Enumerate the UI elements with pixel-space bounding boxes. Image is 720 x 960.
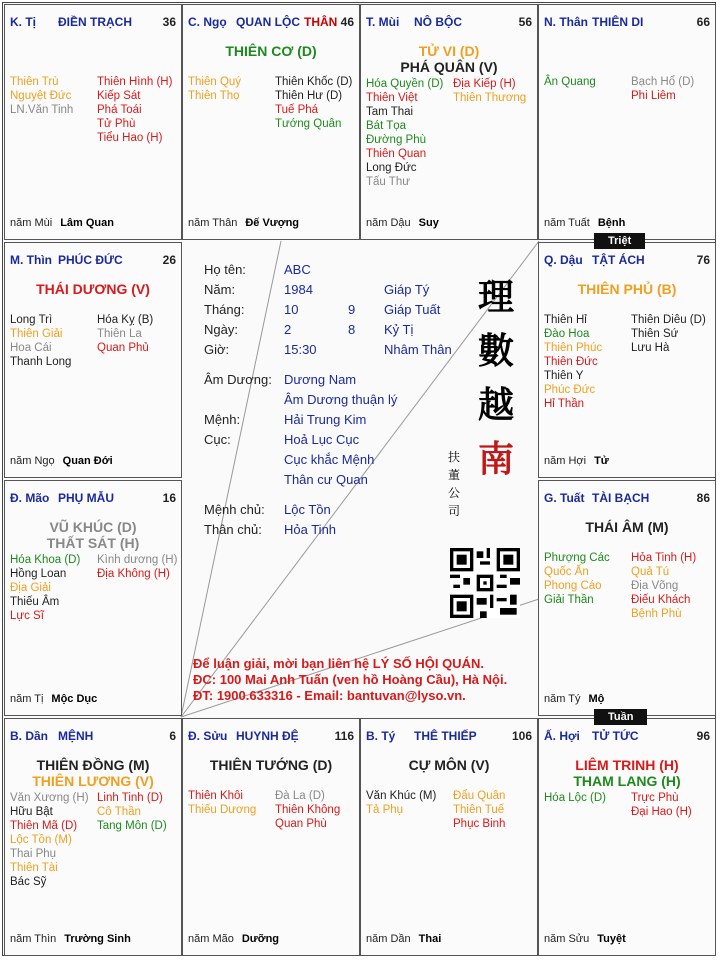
minor-star: Tiểu Hao (H) bbox=[97, 132, 163, 144]
palace-name-text: TỬ TỨC bbox=[592, 729, 639, 743]
palace-header bbox=[544, 491, 710, 507]
info-menhchu: Lộc Tồn bbox=[284, 502, 331, 517]
palace-branch: Đ. Sửu bbox=[188, 729, 228, 743]
info-month-label: Tháng: bbox=[204, 302, 245, 317]
minor-star: Hoa Cái bbox=[10, 342, 52, 354]
minor-star: Trực Phù bbox=[631, 792, 679, 804]
palace-name-text: THÊ THIẾP bbox=[414, 729, 477, 743]
major-stars bbox=[539, 281, 715, 297]
minor-star: Thiên Tài bbox=[10, 862, 58, 874]
seal-char-3: 越 bbox=[477, 384, 514, 426]
minor-star: Tang Môn (D) bbox=[97, 820, 167, 832]
minor-star: Thiên Thọ bbox=[188, 90, 240, 102]
minor-stars-left bbox=[366, 77, 443, 189]
minor-stars-right bbox=[453, 77, 526, 105]
minor-star: Thiếu Dương bbox=[188, 804, 257, 816]
minor-star: Ân Quang bbox=[544, 76, 596, 88]
major-star: THẤT SÁT (H) bbox=[46, 535, 140, 551]
minor-star: Văn Xương (H) bbox=[10, 792, 89, 804]
minor-star: Thiên Diêu (D) bbox=[631, 314, 706, 326]
minor-star: Lộc Tồn (M) bbox=[10, 834, 72, 846]
palace-year: năm Ngọ bbox=[10, 455, 55, 467]
minor-star: Địa Không (H) bbox=[97, 568, 170, 580]
minor-star: Địa Giải bbox=[10, 582, 51, 594]
minor-star: Thiên Hư (D) bbox=[275, 90, 343, 102]
palace-footer bbox=[366, 933, 532, 945]
info-thanchu-label: Thân chủ: bbox=[204, 522, 262, 537]
minor-star: Long Đức bbox=[366, 162, 417, 174]
minor-star: Phá Toái bbox=[97, 104, 142, 116]
info-day-label: Ngày: bbox=[204, 322, 238, 337]
minor-stars-right bbox=[631, 75, 694, 103]
info-year-can: Giáp Tý bbox=[384, 282, 430, 297]
palace-age: 6 bbox=[169, 729, 176, 743]
minor-star: Hóa Khoa (D) bbox=[10, 554, 81, 566]
palace-status: Tuyệt bbox=[597, 933, 626, 945]
minor-star: Thiên Khôi bbox=[188, 790, 243, 802]
palace-branch: G. Tuất bbox=[544, 491, 585, 505]
palace-header bbox=[366, 15, 532, 31]
minor-star: Hỉ Thần bbox=[544, 398, 585, 410]
palace-footer bbox=[10, 693, 176, 705]
palace-cell-p1 bbox=[4, 4, 182, 240]
minor-star: Bát Tọa bbox=[366, 120, 407, 132]
palace-cell-p11 bbox=[360, 718, 538, 956]
palace-footer bbox=[544, 693, 710, 705]
minor-star: Tam Thai bbox=[366, 106, 414, 118]
minor-stars-right bbox=[97, 553, 177, 581]
major-star: PHÁ QUÂN (V) bbox=[400, 59, 498, 75]
info-year-label: Năm: bbox=[204, 282, 236, 297]
palace-cell-p2 bbox=[182, 4, 360, 240]
palace-name bbox=[236, 729, 299, 743]
info-name: ABC bbox=[284, 262, 311, 277]
minor-star: Thiên Hình (H) bbox=[97, 76, 173, 88]
minor-star: Quan Phủ bbox=[97, 342, 149, 354]
palace-cell-p12 bbox=[538, 718, 716, 956]
palace-name bbox=[592, 253, 645, 267]
minor-stars-left bbox=[10, 75, 73, 117]
major-star: THIÊN TƯỚNG (D) bbox=[209, 757, 333, 773]
minor-stars-left bbox=[544, 551, 610, 607]
palace-branch: Đ. Mão bbox=[10, 491, 50, 505]
palace-age: 46 bbox=[340, 15, 354, 29]
palace-status: Mộc Dục bbox=[51, 693, 98, 705]
palace-name bbox=[592, 729, 639, 743]
palace-name bbox=[414, 729, 477, 743]
palace-status: Trường Sinh bbox=[64, 933, 131, 945]
minor-star: Văn Khúc (M) bbox=[366, 790, 437, 802]
palace-age: 116 bbox=[334, 729, 354, 743]
palace-header bbox=[544, 15, 710, 31]
info-amduong-label: Âm Dương: bbox=[204, 372, 272, 387]
minor-star: Linh Tinh (D) bbox=[97, 792, 163, 804]
minor-star: Thiên Đức bbox=[544, 356, 598, 368]
minor-star: Tấu Thư bbox=[366, 176, 410, 188]
palace-name-text: TÀI BẠCH bbox=[592, 491, 650, 505]
palace-footer bbox=[188, 933, 354, 945]
minor-star: Đào Hoa bbox=[544, 328, 590, 340]
palace-name bbox=[592, 491, 649, 505]
minor-star: Kiếp Sát bbox=[97, 90, 141, 102]
palace-age: 76 bbox=[696, 253, 710, 267]
minor-stars-right bbox=[453, 789, 505, 831]
palace-header bbox=[188, 15, 354, 31]
palace-name-text: PHÚC ĐỨC bbox=[58, 253, 123, 267]
minor-star: Nguyệt Đức bbox=[10, 90, 72, 102]
minor-star: Điếu Khách bbox=[631, 594, 691, 606]
info-day-can: Kỷ Tị bbox=[384, 322, 414, 337]
major-star: THIÊN CƠ (D) bbox=[225, 43, 317, 59]
palace-age: 16 bbox=[162, 491, 176, 505]
palace-status: Tử bbox=[594, 455, 609, 467]
info-thanchu: Hỏa Tinh bbox=[284, 522, 337, 537]
info-amduong2: Âm Dương thuận lý bbox=[284, 392, 398, 407]
major-stars bbox=[539, 757, 715, 789]
palace-header bbox=[544, 253, 710, 269]
info-hour-label: Giờ: bbox=[204, 342, 230, 357]
palace-branch: N. Thân bbox=[544, 15, 588, 29]
minor-stars-right bbox=[275, 789, 340, 831]
minor-star: Hồng Loan bbox=[10, 568, 67, 580]
palace-status: Suy bbox=[418, 217, 439, 229]
info-menh: Hải Trung Kim bbox=[284, 412, 367, 427]
minor-star: Phi Liêm bbox=[631, 90, 676, 102]
minor-star: Thiên Hỉ bbox=[544, 314, 587, 326]
palace-branch: C. Ngọ bbox=[188, 15, 227, 29]
palace-year: năm Sửu bbox=[544, 933, 590, 945]
minor-star: Lưu Hà bbox=[631, 342, 670, 354]
palace-name bbox=[58, 491, 114, 505]
minor-star: Phúc Đức bbox=[544, 384, 596, 396]
minor-star: Quả Tú bbox=[631, 566, 670, 578]
palace-branch: Q. Dậu bbox=[544, 253, 583, 267]
palace-header bbox=[544, 729, 710, 745]
seal-char-4: 南 bbox=[477, 438, 514, 480]
major-stars bbox=[5, 519, 181, 551]
major-stars bbox=[361, 757, 537, 773]
minor-star: Thiên Phúc bbox=[544, 342, 603, 354]
palace-year: năm Tý bbox=[544, 693, 581, 705]
palace-year: năm Hợi bbox=[544, 455, 587, 467]
minor-stars-left bbox=[544, 313, 602, 411]
minor-stars-right bbox=[97, 313, 153, 355]
minor-stars-right bbox=[631, 551, 696, 621]
palace-name-text: MỆNH bbox=[58, 729, 94, 743]
major-star: THIÊN PHỦ (B) bbox=[577, 281, 677, 297]
palace-cell-p5 bbox=[4, 242, 182, 478]
major-stars bbox=[5, 757, 181, 789]
minor-stars-right bbox=[631, 791, 692, 819]
minor-star: Thiên Không bbox=[275, 804, 341, 816]
minor-stars-left bbox=[10, 313, 71, 369]
palace-name-text: QUAN LỘC bbox=[236, 15, 300, 29]
info-hour: 15:30 bbox=[284, 342, 317, 357]
palace-cell-p9 bbox=[4, 718, 182, 956]
minor-star: Hóa Kỵ (B) bbox=[97, 314, 154, 326]
palace-branch: Ấ. Hợi bbox=[544, 729, 580, 743]
major-stars bbox=[183, 43, 359, 59]
major-star: THIÊN ĐỒNG (M) bbox=[36, 757, 150, 773]
minor-star: Thiên Giải bbox=[10, 328, 63, 340]
palace-footer bbox=[544, 933, 710, 945]
minor-star: Thiên Mã (D) bbox=[10, 820, 78, 832]
major-star: THAM LANG (H) bbox=[573, 773, 681, 789]
palace-year: năm Thìn bbox=[10, 933, 57, 945]
minor-star: Thanh Long bbox=[10, 356, 72, 368]
palace-cell-p8 bbox=[538, 480, 716, 716]
minor-star: Quan Phù bbox=[275, 818, 327, 830]
minor-star: Giải Thần bbox=[544, 594, 594, 606]
palace-year: năm Dần bbox=[366, 933, 411, 945]
minor-star: Bạch Hổ (D) bbox=[631, 76, 695, 88]
palace-cell-p4 bbox=[538, 4, 716, 240]
palace-status: Dưỡng bbox=[241, 933, 280, 945]
palace-name-text: NÔ BỘC bbox=[414, 15, 462, 29]
palace-age: 86 bbox=[696, 491, 710, 505]
palace-name bbox=[58, 15, 132, 29]
calligraphy-seal bbox=[466, 270, 526, 486]
minor-star: Thiên Y bbox=[544, 370, 584, 382]
palace-year: năm Mùi bbox=[10, 217, 53, 229]
info-day: 2 bbox=[284, 322, 292, 337]
minor-star: Bác Sỹ bbox=[10, 876, 47, 888]
palace-header bbox=[10, 729, 176, 745]
minor-star: Địa Võng bbox=[631, 580, 679, 592]
major-stars bbox=[539, 519, 715, 535]
minor-star: Thiên Sứ bbox=[631, 328, 679, 340]
palace-header bbox=[188, 729, 354, 745]
minor-stars-left bbox=[188, 789, 256, 817]
minor-star: Hóa Quyền (D) bbox=[366, 78, 444, 90]
info-day-lunar: 8 bbox=[348, 322, 356, 337]
palace-age: 56 bbox=[518, 15, 532, 29]
palace-cell-p7 bbox=[4, 480, 182, 716]
palace-name-text: HUYNH ĐỆ bbox=[236, 729, 299, 743]
palace-branch: B. Dần bbox=[10, 729, 49, 743]
minor-stars-right bbox=[97, 75, 172, 145]
info-cuc-label: Cục: bbox=[204, 432, 231, 447]
palace-name bbox=[236, 15, 337, 29]
minor-star: Hỏa Tinh (H) bbox=[631, 552, 697, 564]
seal-char-2: 數 bbox=[477, 330, 514, 372]
major-star: THÁI ÂM (M) bbox=[585, 519, 669, 535]
minor-star: Đẩu Quân bbox=[453, 790, 506, 802]
minor-star: Thiên Quý bbox=[188, 76, 242, 88]
contact-line-1: Để luận giải, mời bạn liên hệ LÝ SỐ HỘI QUÁN. bbox=[193, 656, 484, 671]
palace-age: 66 bbox=[696, 15, 710, 29]
palace-branch: B. Tý bbox=[366, 729, 396, 743]
major-stars bbox=[361, 43, 537, 75]
minor-stars-left bbox=[10, 791, 89, 889]
info-month: 10 bbox=[284, 302, 299, 317]
major-star: TỬ VI (D) bbox=[418, 43, 480, 59]
info-menhchu-label: Mệnh chủ: bbox=[204, 502, 265, 517]
palace-age: 106 bbox=[511, 729, 532, 743]
palace-age: 26 bbox=[162, 253, 176, 267]
minor-star: Bệnh Phù bbox=[631, 608, 682, 620]
palace-age: 96 bbox=[696, 729, 710, 743]
major-stars bbox=[183, 757, 359, 773]
major-stars bbox=[5, 281, 181, 297]
palace-footer bbox=[544, 217, 710, 229]
minor-star: Quốc Ấn bbox=[544, 566, 589, 578]
minor-star: Tuế Phá bbox=[275, 104, 319, 116]
minor-star: Thiên Tuế bbox=[453, 804, 505, 816]
minor-star: Phong Cáo bbox=[544, 580, 602, 592]
minor-star: Thiên La bbox=[97, 328, 142, 340]
palace-name-text: PHỤ MẪU bbox=[58, 491, 114, 505]
tuan-tag: Tuần bbox=[594, 709, 647, 725]
major-star: THÁI DƯƠNG (V) bbox=[36, 281, 150, 297]
palace-status: Quan Đới bbox=[62, 455, 113, 467]
palace-name-text: TẬT ÁCH bbox=[592, 253, 645, 267]
triet-tag: Triệt bbox=[594, 233, 645, 249]
palace-header bbox=[10, 491, 176, 507]
info-year: 1984 bbox=[284, 282, 313, 297]
palace-branch: M. Thìn bbox=[10, 253, 52, 267]
contact-line-2: ĐC: 100 Mai Anh Tuấn (ven hồ Hoàng Cầu), Hà Nội. bbox=[193, 672, 508, 687]
palace-year: năm Tuất bbox=[544, 217, 590, 229]
palace-cell-p3 bbox=[360, 4, 538, 240]
minor-star: Lực Sĩ bbox=[10, 610, 44, 622]
info-amduong: Dương Nam bbox=[284, 372, 357, 387]
contact-block bbox=[193, 656, 507, 704]
palace-status: Thai bbox=[418, 933, 442, 945]
minor-star: Đà La (D) bbox=[275, 790, 325, 802]
contact-line-3: ĐT: 1900.633316 - Email: bantuvan@lyso.vn. bbox=[193, 688, 466, 703]
palace-branch: T. Mùi bbox=[366, 15, 400, 29]
minor-star: Thiên Thương bbox=[453, 92, 527, 104]
info-cuc3: Thân cư Quan bbox=[284, 472, 368, 487]
palace-footer bbox=[10, 933, 176, 945]
palace-name bbox=[58, 253, 123, 267]
palace-footer bbox=[366, 217, 532, 229]
palace-cell-p6 bbox=[538, 242, 716, 478]
info-cuc2: Cục khắc Mệnh bbox=[284, 452, 375, 467]
minor-star: Thai Phụ bbox=[10, 848, 57, 860]
major-star: THIÊN LƯƠNG (V) bbox=[32, 773, 154, 789]
minor-star: LN.Văn Tinh bbox=[10, 104, 74, 116]
minor-star: Tướng Quân bbox=[275, 118, 342, 130]
palace-footer bbox=[544, 455, 710, 467]
palace-year: năm Thân bbox=[188, 217, 238, 229]
minor-star: Địa Kiếp (H) bbox=[453, 78, 516, 90]
seal-char-1: 理 bbox=[477, 276, 514, 318]
info-name-row: Họ tên: bbox=[204, 262, 246, 277]
seal-small-text: 扶董公司 bbox=[448, 450, 461, 518]
palace-sub: THÂN bbox=[304, 15, 338, 29]
info-month-lunar: 9 bbox=[348, 302, 356, 317]
minor-star: Phục Binh bbox=[453, 818, 506, 830]
minor-star: Đại Hao (H) bbox=[631, 806, 692, 818]
palace-header bbox=[10, 15, 176, 31]
major-star: CỰ MÔN (V) bbox=[408, 757, 490, 773]
palace-status: Đế Vượng bbox=[245, 217, 300, 229]
major-star: LIÊM TRINH (H) bbox=[575, 757, 679, 773]
palace-footer bbox=[10, 217, 176, 229]
palace-status: Bệnh bbox=[597, 217, 626, 229]
palace-name bbox=[592, 15, 643, 29]
minor-star: Kình dương (H) bbox=[97, 554, 178, 566]
palace-footer bbox=[188, 217, 354, 229]
major-star: VŨ KHÚC (D) bbox=[49, 519, 137, 535]
palace-footer bbox=[10, 455, 176, 467]
minor-star: Tả Phụ bbox=[366, 804, 404, 816]
minor-star: Hữu Bật bbox=[10, 806, 53, 818]
palace-header bbox=[10, 253, 176, 269]
palace-name-text: ĐIỀN TRẠCH bbox=[58, 15, 132, 29]
minor-star: Đường Phù bbox=[366, 134, 426, 146]
info-cuc: Hoả Lục Cục bbox=[284, 432, 360, 447]
minor-stars-right bbox=[631, 313, 706, 355]
info-hour-can: Nhâm Thân bbox=[384, 342, 452, 357]
palace-age: 36 bbox=[162, 15, 176, 29]
minor-stars-right bbox=[97, 791, 167, 833]
palace-status: Lâm Quan bbox=[60, 217, 114, 229]
minor-stars-left bbox=[10, 553, 80, 623]
minor-star: Thiếu Âm bbox=[10, 596, 60, 608]
minor-star: Hóa Lộc (D) bbox=[544, 792, 606, 804]
palace-year: năm Tị bbox=[10, 693, 44, 705]
minor-star: Phượng Các bbox=[544, 552, 610, 564]
palace-header bbox=[366, 729, 532, 745]
palace-year: năm Mão bbox=[188, 933, 234, 945]
palace-status: Mộ bbox=[588, 693, 605, 705]
info-menh-label: Mệnh: bbox=[204, 412, 241, 427]
minor-stars-left bbox=[366, 789, 436, 817]
palace-name bbox=[58, 729, 93, 743]
minor-star: Thiên Khốc (D) bbox=[275, 76, 353, 88]
minor-stars-left bbox=[544, 75, 596, 89]
palace-year: năm Dậu bbox=[366, 217, 411, 229]
minor-star: Thiên Việt bbox=[366, 92, 418, 104]
minor-star: Long Trì bbox=[10, 314, 53, 326]
minor-star: Cô Thần bbox=[97, 806, 141, 818]
minor-stars-left bbox=[544, 791, 606, 805]
palace-name-text: THIÊN DI bbox=[592, 15, 644, 29]
minor-star: Thiên Quan bbox=[366, 148, 427, 160]
palace-branch: K. Tị bbox=[10, 15, 36, 29]
qr-code bbox=[450, 548, 520, 618]
minor-stars-right bbox=[275, 75, 352, 131]
minor-star: Thiên Trù bbox=[10, 76, 59, 88]
minor-star: Tử Phù bbox=[97, 118, 136, 130]
palace-cell-p10 bbox=[182, 718, 360, 956]
info-month-can: Giáp Tuất bbox=[384, 302, 441, 317]
palace-name bbox=[414, 15, 462, 29]
minor-stars-left bbox=[188, 75, 241, 103]
